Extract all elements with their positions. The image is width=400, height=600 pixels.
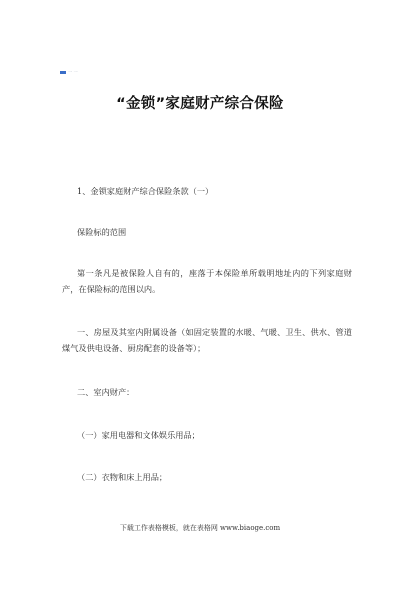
- header-logo-mark: [60, 69, 78, 75]
- paragraph-section-heading: 保险标的范围: [77, 227, 127, 237]
- paragraph-clause-heading: 1、金锁家庭财产综合保险条款（一）: [77, 186, 214, 196]
- document-title: “金锁”家庭财产综合保险: [116, 96, 284, 112]
- header-mark-text: 一 一: [68, 69, 78, 74]
- paragraph-subitem-two: （二）衣物和床上用品；: [77, 472, 168, 482]
- paragraph-article-one: 第一条凡是被保险人自有的，座落于本保险单所载明地址内的下列家庭财产，在保险标的范围以内。: [62, 268, 352, 294]
- page-footer: 下载工作表格模板，就在表格网 www.biaoge.com: [119, 524, 281, 532]
- logo-icon: [60, 71, 66, 74]
- paragraph-item-two: 二、室内财产：: [77, 387, 135, 397]
- paragraph-subitem-one: （一）家用电器和文体娱乐用品；: [77, 430, 200, 440]
- paragraph-item-one: 一、房屋及其室内附属设备（如固定装置的水暖、气暖、卫生、供水、管道煤气及供电设备、厨房配套的设备等）；: [62, 327, 352, 353]
